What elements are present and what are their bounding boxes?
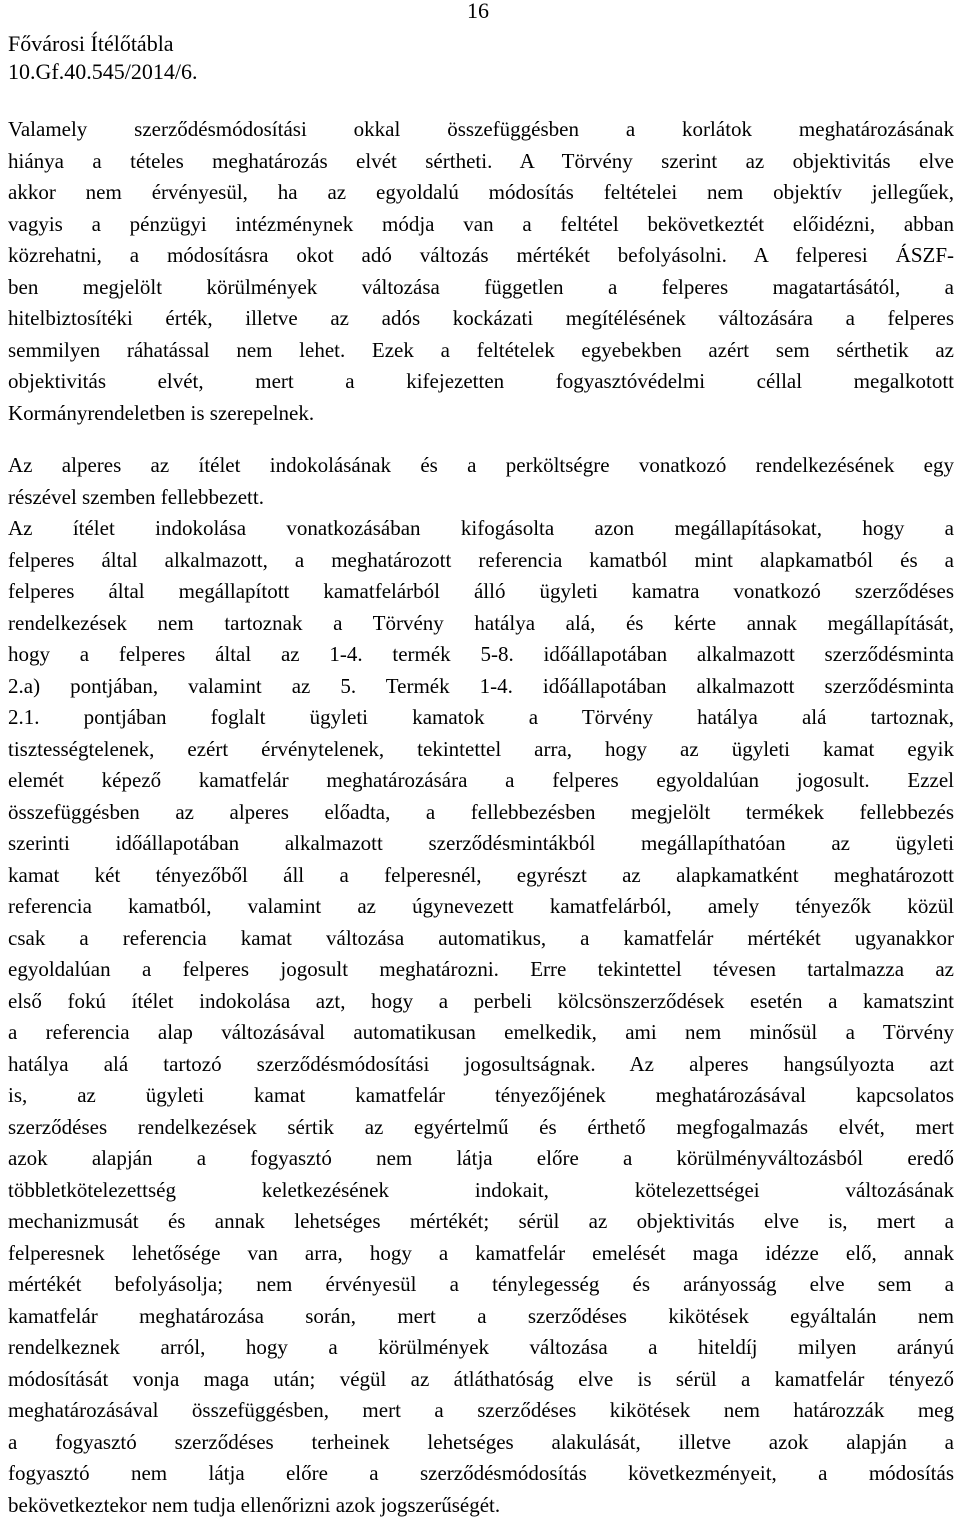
text-line: felperes által alkalmazott, a meghatározott referencia kamatból mint alapkamatból és a xyxy=(8,545,954,577)
text-line: kamatfelár meghatározása során, mert a szerződéses kikötések egyáltalán nem xyxy=(8,1301,954,1333)
text-line: fogyasztó nem látja előre a szerződésmódosítás következményeit, a módosítás xyxy=(8,1458,954,1490)
text-line: szerződéses rendelkezések sértik az egyértelmű és érthető megfogalmazás elvét, mert xyxy=(8,1112,954,1144)
text-line: egyoldalúan a felperes jogosult meghatározni. Erre tekintettel tévesen tartalmazza az xyxy=(8,954,954,986)
text-line: felperes által megállapított kamatfelárból álló ügyleti kamatra vonatkozó szerződéses xyxy=(8,576,954,608)
text-line: semmilyen ráhatással nem lehet. Ezek a feltételek egyebekben azért sem sérthetik az xyxy=(8,335,954,367)
text-line: Valamely szerződésmódosítási okkal összefüggésben a korlátok meghatározásának xyxy=(8,114,954,146)
text-line: kamat két tényezőből áll a felperesnél, egyrészt az alapkamatként meghatározott xyxy=(8,860,954,892)
text-line: akkor nem érvényesül, ha az egyoldalú módosítás feltételei nem objektív jellegűek, xyxy=(8,177,954,209)
text-line: a referencia alap változásával automatikusan emelkedik, ami nem minősül a Törvény xyxy=(8,1017,954,1049)
court-name: Fővárosi Ítélőtábla xyxy=(8,29,174,59)
text-line: első fokú ítélet indokolása azt, hogy a perbeli kölcsönszerződések esetén a kamatszint xyxy=(8,986,954,1018)
text-line: 2.a) pontjában, valamint az 5. Termék 1-4. időállapotában alkalmazott szerződésminta xyxy=(8,671,954,703)
text-line: ben megjelölt körülmények változása független a felperes magatartásától, a xyxy=(8,272,954,304)
text-line: Az ítélet indokolása vonatkozásában kifogásolta azon megállapításokat, hogy a xyxy=(8,513,954,545)
text-line: rendelkeznek arról, hogy a körülmények változása a hiteldíj milyen arányú xyxy=(8,1332,954,1364)
text-line: vagyis a pénzügyi intézménynek módja van a feltétel bekövetkeztét előidézni, abban xyxy=(8,209,954,241)
text-line: tisztességtelenek, ezért érvénytelenek, tekintettel arra, hogy az ügyleti kamat egyik xyxy=(8,734,954,766)
text-line: felperesnek lehetősége van arra, hogy a kamatfelár emelését maga idézze elő, annak xyxy=(8,1238,954,1270)
text-line: rendelkezések nem tartoznak a Törvény hatálya alá, és kérte annak megállapítását, xyxy=(8,608,954,640)
text-line: objektivitás elvét, mert a kifejezetten fogyasztóvédelmi céllal megalkotott xyxy=(8,366,954,398)
text-line: hitelbiztosítéki érték, illetve az adós kockázati megítélésének változására a felperes xyxy=(8,303,954,335)
text-line: azok alapján a fogyasztó nem látja előre a körülményváltozásból eredő xyxy=(8,1143,954,1175)
paragraph xyxy=(8,513,954,1521)
text-line: 2.1. pontjában foglalt ügyleti kamatok a Törvény hatálya alá tartoznak, xyxy=(8,702,954,734)
paragraph xyxy=(8,450,954,513)
case-number: 10.Gf.40.545/2014/6. xyxy=(8,57,197,87)
text-line: a fogyasztó szerződéses terheinek lehetséges alakulását, illetve azok alapján a xyxy=(8,1427,954,1459)
paragraph xyxy=(8,114,954,429)
text-line: részével szemben fellebbezett. xyxy=(8,482,954,514)
text-line: összefüggésben az alperes előadta, a fellebbezésben megjelölt termékek fellebbezés xyxy=(8,797,954,829)
document-body xyxy=(8,114,954,1521)
text-line: meghatározásával összefüggésben, mert a szerződéses kikötések nem határozzák meg xyxy=(8,1395,954,1427)
text-line: csak a referencia kamat változása automatikus, a kamatfelár mértékét ugyanakkor xyxy=(8,923,954,955)
text-line: Az alperes az ítélet indokolásának és a perköltségre vonatkozó rendelkezésének egy xyxy=(8,450,954,482)
text-line: mechanizmusát és annak lehetséges mértékét; sérül az objektivitás elve is, mert a xyxy=(8,1206,954,1238)
text-line: módosítását vonja maga után; végül az átláthatóság elve is sérül a kamatfelár tényező xyxy=(8,1364,954,1396)
text-line: Kormányrendeletben is szerepelnek. xyxy=(8,398,954,430)
text-line: hogy a felperes által az 1-4. termék 5-8. időállapotában alkalmazott szerződésminta xyxy=(8,639,954,671)
text-line: mértékét befolyásolja; nem érvényesül a ténylegesség és arányosság elve sem a xyxy=(8,1269,954,1301)
text-line: hiánya a tételes meghatározás elvét sértheti. A Törvény szerint az objektivitás elve xyxy=(8,146,954,178)
text-line: közrehatni, a módosításra okot adó változás mértékét befolyásolni. A felperesi ÁSZF- xyxy=(8,240,954,272)
text-line: hatálya alá tartozó szerződésmódosítási jogosultságnak. Az alperes hangsúlyozta azt xyxy=(8,1049,954,1081)
text-line: bekövetkeztekor nem tudja ellenőrizni azok jogszerűségét. xyxy=(8,1490,954,1521)
text-line: elemét képező kamatfelár meghatározására a felperes egyoldalúan jogosult. Ezzel xyxy=(8,765,954,797)
text-line: referencia kamatból, valamint az úgynevezett kamatfelárból, amely tényezők közül xyxy=(8,891,954,923)
text-line: többletkötelezettség keletkezésének indokait, kötelezettségei változásának xyxy=(8,1175,954,1207)
text-line: is, az ügyleti kamat kamatfelár tényezőjének meghatározásával kapcsolatos xyxy=(8,1080,954,1112)
text-line: szerinti időállapotában alkalmazott szerződésmintákból megállapíthatóan az ügyleti xyxy=(8,828,954,860)
page-number: 16 xyxy=(467,0,489,26)
